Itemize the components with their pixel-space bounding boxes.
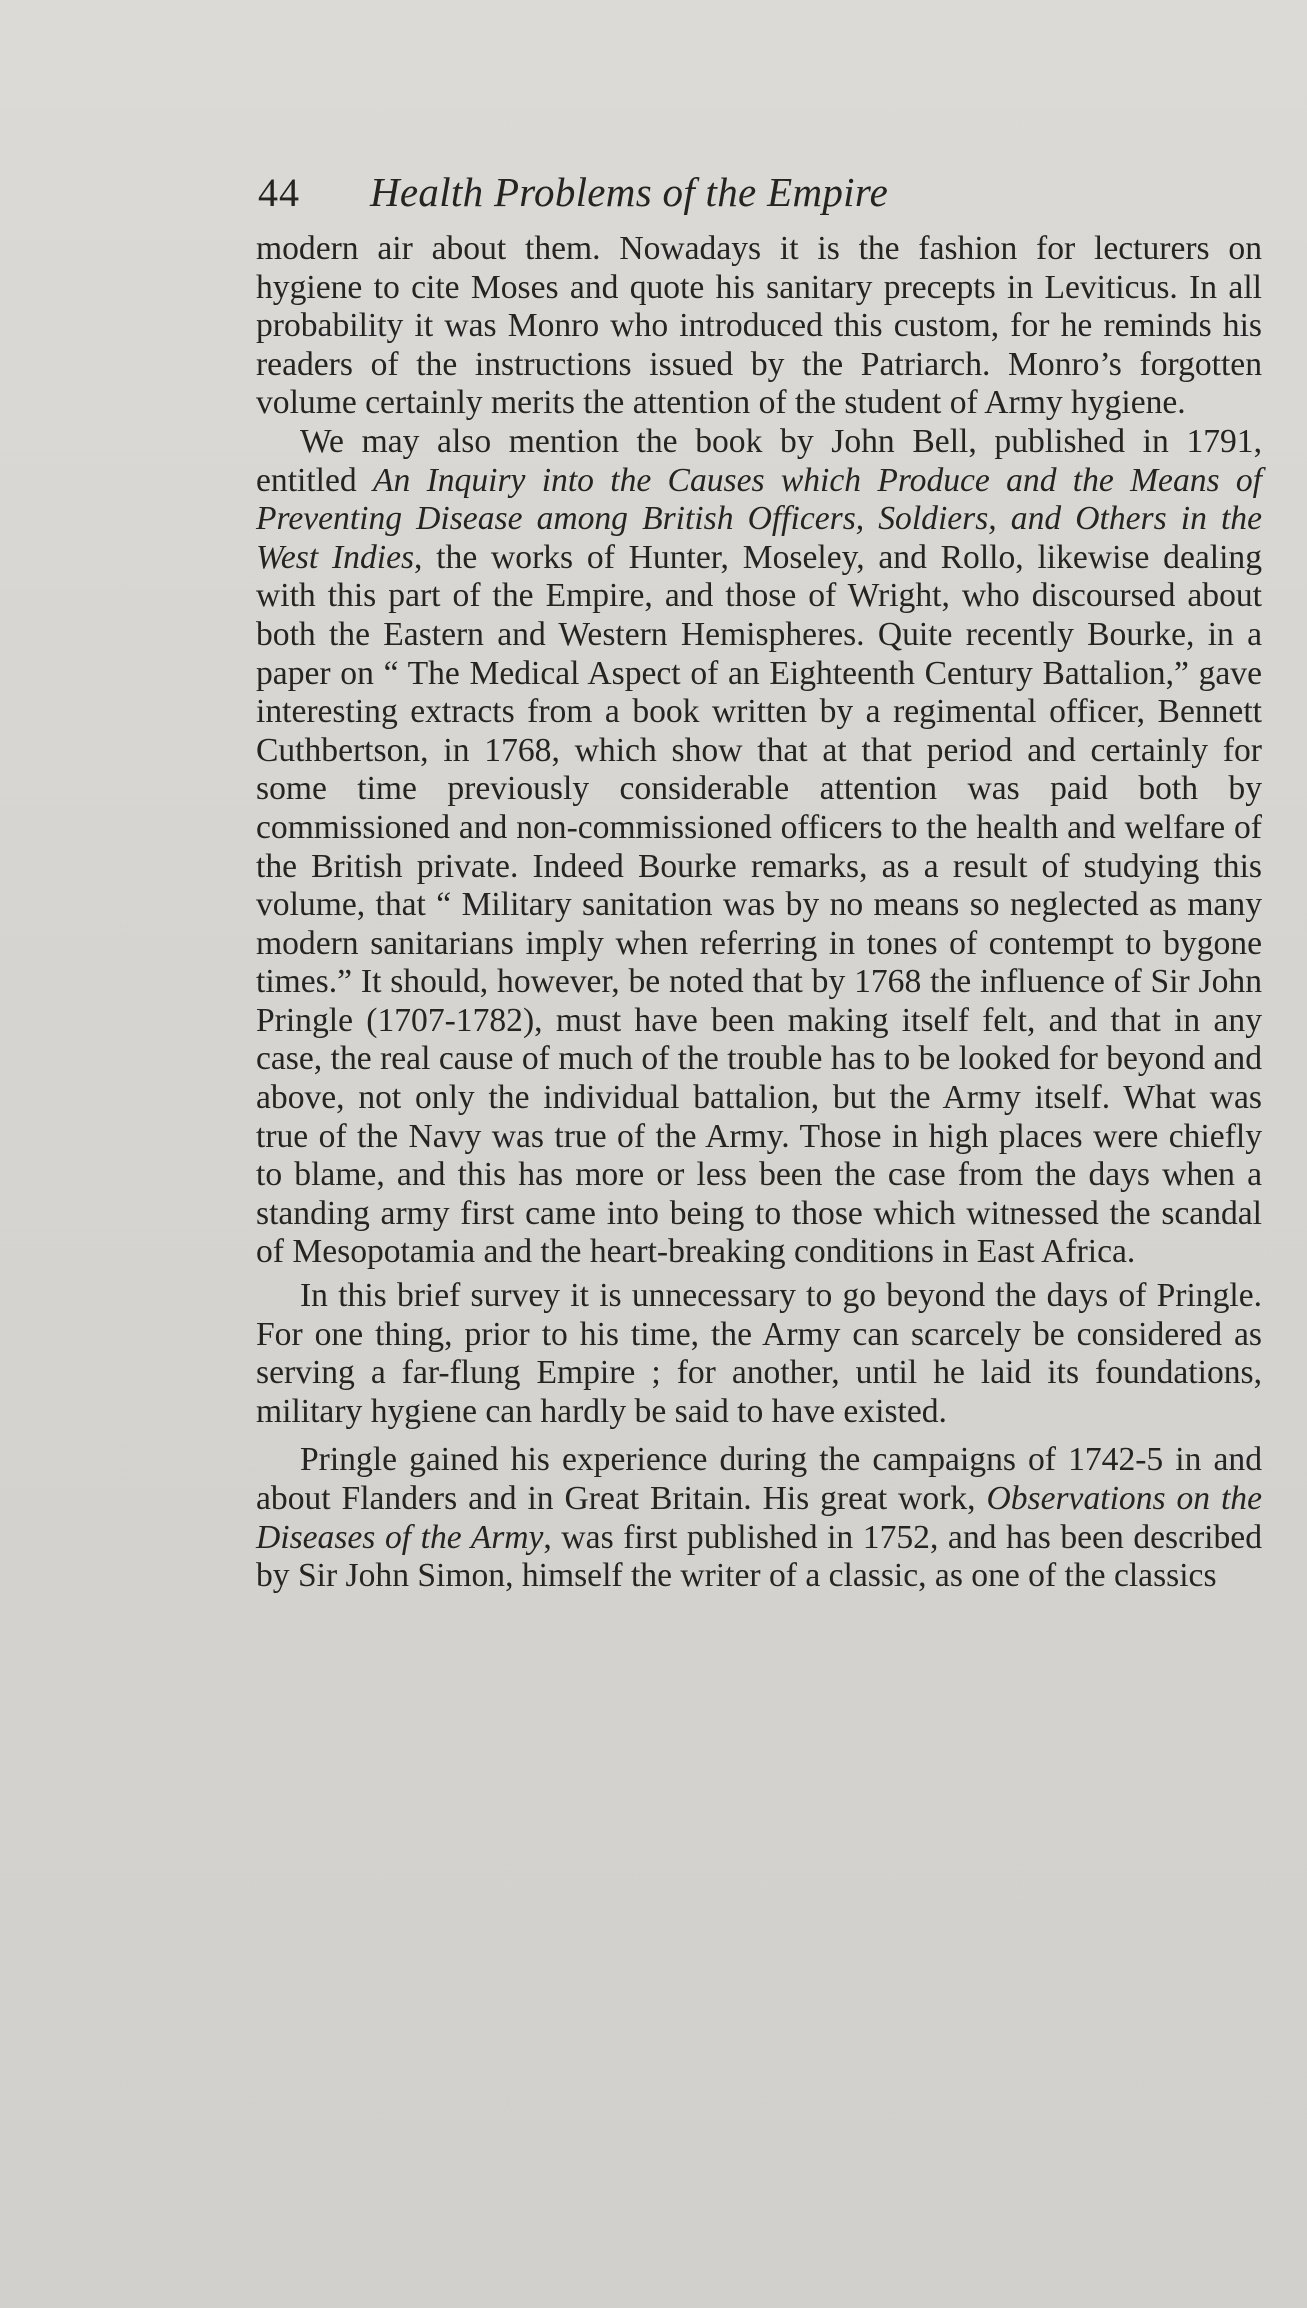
running-head	[258, 168, 1262, 228]
book-page	[256, 168, 1262, 1596]
paragraph-text: , the works of Hunter, Moseley, and Rollo, likewise dealing with this part of the Empire, and those of Wright, who discoursed about both the Eastern and Western Hemispheres. Quite recently Bourke, in a paper on “ The Medical Aspect of an Eighteenth Century Battalion,” gave interesting extracts from a book written by a regimental officer, Bennett Cuthbertson, in 1768, which show that at that period and certainly for some time previously considerable attention was paid both by commissioned and non-commissioned officers to the health and welfare of the British private. Indeed Bourke remarks, as a result of studying this volume, that “ Military sanitation was by no means so neglected as many modern sanitarians imply when referring in tones of contempt to bygone times.” It should, however, be noted that by 1768 the influence of Sir John Pringle (1707-1782), must have been making itself felt, and that in any case, the real cause of much of the trouble has to be looked for beyond and above, not only the individual battalion, but the Army itself. What was true of the Navy was true of the Army. Those in high places were chiefly to blame, and this has more or less been the case from the days when a standing army first came into being to those which witnessed the scandal of Mesopotamia and the heart-breaking conditions in East Africa.	[256, 538, 1262, 1271]
paragraph-text: In this brief survey it is unnecessary to go beyond the days of Pringle. For one thing, prior to his time, the Army can scarcely be considered as serving a far-flung Empire ; for another, until he laid its foundations, military hygiene can hardly be said to have existed.	[256, 1277, 1262, 1430]
paragraph-bell-bourke	[256, 423, 1262, 1272]
body-text	[256, 230, 1262, 1596]
paragraph-pringle	[256, 1441, 1262, 1595]
paragraph-text: Pringle gained his experience during the campaigns of 1742-5 in and about Flanders and in Great Britain. His great work,	[256, 1441, 1262, 1517]
paragraph-brief-survey	[256, 1277, 1262, 1431]
book-title-italic: An Inquiry into the Causes which Produce and the Means of Preventing Disease among British Officers, Soldiers, and Others in the West Indies	[256, 461, 1262, 576]
paragraph-text: modern air about them. Nowadays it is the fashion for lecturers on hygiene to cite Moses and quote his sanitary precepts in Leviticus. In all probability it was Monro who introduced this custom, for he reminds his readers of the instructions issued by the Patriarch. Monro’s forgotten volume certainly merits the attention of the student of Army hygiene.	[256, 230, 1262, 422]
paragraph-text: We may also mention the book by John Bell, published in 1791, entitled	[256, 422, 1262, 499]
paragraph-text: , was first published in 1752, and has been described by Sir John Simon, himself the writer of a classic, as one of the classics	[256, 1518, 1262, 1595]
page-number: 44	[258, 170, 300, 215]
paragraph-monro-continued	[256, 230, 1262, 423]
book-title-italic: Observations on the Diseases of the Army	[256, 1480, 1262, 1556]
running-title: Health Problems of the Empire	[370, 169, 889, 215]
